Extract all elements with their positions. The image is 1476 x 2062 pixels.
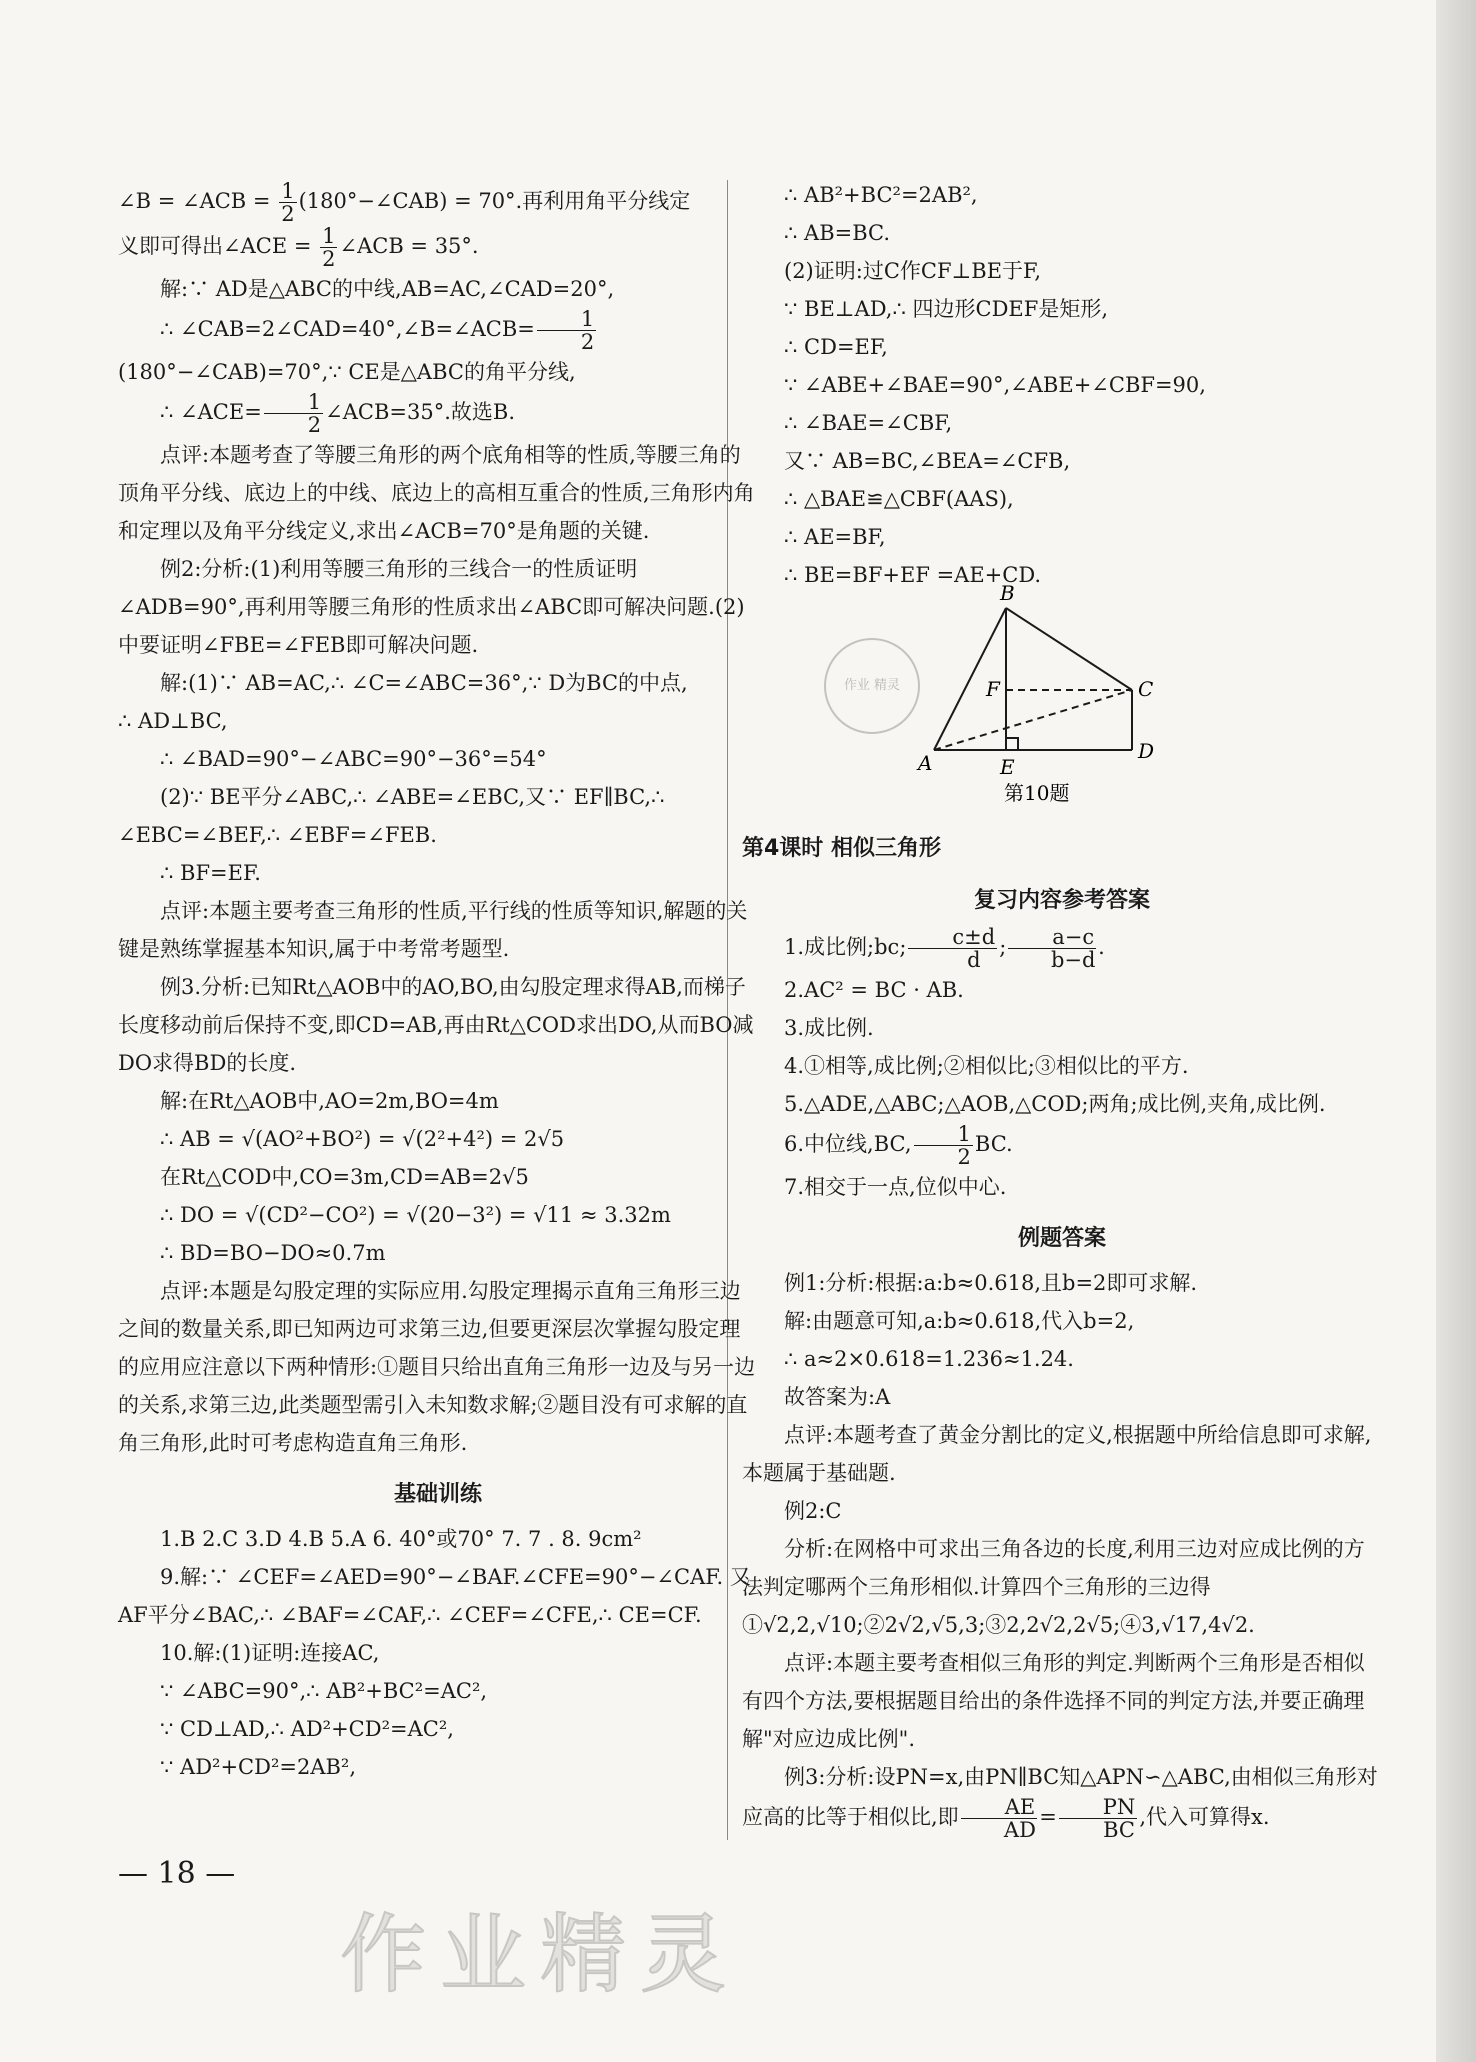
text-line: ∴ AB²+BC²=2AB²,: [784, 183, 978, 207]
fraction: $\frac{PN}{BC}$: [1059, 1796, 1138, 1841]
text-line: ∵ ∠ABE+∠BAE=90°,∠ABE+∠CBF=90,: [784, 373, 1206, 397]
comment-paragraph: 点评:本题考查了等腰三角形的两个底角相等的性质,等腰三角的顶角平分线、底边上的中线、底边上的高相互重合的性质,三角形内角和定理以及角平分线定义,求出∠ACB=70°是角题的关键.: [118, 443, 755, 543]
text-line: (2)∵ BE平分∠ABC,∴ ∠ABE=∠EBC,又∵ EF∥BC,∴ ∠EBC=∠BEF,∴ ∠EBF=∠FEB.: [118, 785, 665, 847]
text-line: ∴ BE=BF+EF =AE+CD.: [784, 563, 1042, 587]
label-b: B: [1000, 581, 1015, 605]
watermark-stamp: 作业 精灵: [824, 638, 920, 734]
fraction: $\frac{c\pm d}{d}$: [908, 926, 997, 971]
text-line: 在Rt△COD中,CO=3m,CD=AB=2√5: [160, 1165, 529, 1189]
fraction: $\frac{1}{2}$: [322, 224, 336, 271]
text-line: 解:(1)∵ AB=AC,∴ ∠C=∠ABC=36°,∵ D为BC的中点,: [160, 671, 688, 695]
comment-paragraph: 点评:本题是勾股定理的实际应用.勾股定理揭示直角三角形三边之间的数量关系,即已知两边可求第三边,但要更深层次掌握勾股定理的应用应注意以下两种情形:①题目只给出直角三角形一边及与另一边的关系,求第三边,此类题型需引入未知数求解;②题目没有可求解的直角三角形,此时可考虑构造直角三角形.: [118, 1279, 756, 1455]
right-angle-mark: [1006, 738, 1018, 750]
comment-paragraph: 点评:本题主要考查相似三角形的判定.判断两个三角形是否相似有四个方法,要根据题目给出的条件选择不同的判定方法,并要正确理解"对应边成比例".: [742, 1651, 1365, 1751]
segment-bc: [1006, 608, 1132, 690]
text-line: ∴ AE=BF,: [784, 525, 886, 549]
answer-paragraph: 9.解:∵ ∠CEF=∠AED=90°−∠BAF.∠CFE=90°−∠CAF. 又AF平分∠BAC,∴ ∠BAF=∠CAF,∴ ∠CEF=∠CFE,∴ CE=CF.: [118, 1565, 751, 1627]
comment-paragraph: 点评:本题主要考查三角形的性质,平行线的性质等知识,解题的关键是熟练掌握基本知识,属于中考常考题型.: [118, 899, 748, 961]
text-line: ∴ ∠ACE= $\frac{1}{2}$ ∠ACB=35°.故选B.: [160, 390, 516, 437]
text-line: ∵ BE⊥AD,∴ 四边形CDEF是矩形,: [784, 297, 1108, 321]
comment-paragraph: 点评:本题考查了黄金分割比的定义,根据题中所给信息即可求解,本题属于基础题.: [742, 1423, 1372, 1485]
example-title: 例题答案: [1017, 1226, 1106, 1251]
left-column: [118, 180, 758, 1786]
text-line: 例1:分析:根据:a:b≈0.618,且b=2即可求解.: [784, 1271, 1198, 1295]
text-line: ∵ AD²+CD²=2AB²,: [160, 1755, 357, 1779]
text-line: ∴ △BAE≌△CBF(AAS),: [784, 487, 1014, 511]
answer-line: 1.成比例;bc; $\frac{c\pm d}{d}$ ; $\frac{a-c}{b-d}$ .: [784, 925, 1105, 972]
text-line: 10.解:(1)证明:连接AC,: [160, 1641, 380, 1665]
example-paragraph: 例3.分析:已知Rt△AOB中的AO,BO,由勾股定理求得AB,而梯子长度移动前后保持不变,即CD=AB,再由Rt△COD求出DO,从而BO减DO求得BD的长度.: [118, 975, 754, 1075]
label-c: C: [1138, 677, 1154, 701]
text-line: (2)证明:过C作CF⊥BE于F,: [784, 259, 1042, 283]
label-d: D: [1138, 739, 1155, 763]
watermark-logo: 作业精灵: [340, 1905, 740, 2005]
text-line: 解:由题意可知,a:b≈0.618,代入b=2,: [784, 1309, 1135, 1333]
text-line: 解:在Rt△AOB中,AO=2m,BO=4m: [160, 1089, 499, 1113]
fraction: $\frac{1}{2}$: [264, 391, 323, 436]
section-title: 基础训练: [393, 1482, 482, 1507]
fraction: $\frac{1}{2}$: [281, 179, 295, 226]
text-line: ∴ BD=BO−DO≈0.7m: [160, 1241, 386, 1265]
answer-line: 5.△ADE,△ABC;△AOB,△COD;两角;成比例,夹角,成比例.: [784, 1092, 1326, 1116]
answer-line: 2.AC² = BC · AB.: [784, 978, 964, 1002]
segment-ac: [934, 690, 1132, 750]
fraction: $\frac{1}{2}$: [914, 1123, 973, 1168]
label-e: E: [1000, 755, 1015, 779]
page-number: — 18 —: [118, 1856, 236, 1891]
page-edge: [1436, 0, 1476, 2062]
text-line: ∴ BF=EF.: [160, 861, 261, 885]
text-line: ∠B = ∠ACB = $\frac{1}{2}$ (180°−∠CAB) = 70°.再利用角平分线定: [118, 179, 691, 226]
geometry-figure: [742, 581, 1382, 818]
text-line: ∴ DO = √(CD²−CO²) = √(20−3²) = √11 ≈ 3.32m: [160, 1203, 671, 1227]
answer-line: 7.相交于一点,位似中心.: [784, 1175, 1007, 1199]
analysis-paragraph: 分析:在网格中可求出三角各边的长度,利用三边对应成比例的方法判定哪两个三角形相似.计算四个三角形的三边得①√2,2,√10;②2√2,√5,3;③2,2√2,2√5;④3,√17,4√2.: [742, 1537, 1365, 1637]
text-line: 又∵ AB=BC,∠BEA=∠CFB,: [784, 449, 1071, 473]
text-line: 解:∵ AD是△ABC的中线,AB=AC,∠CAD=20°,: [160, 277, 615, 301]
answer-line: 4.①相等,成比例;②相似比;③相似比的平方.: [784, 1054, 1189, 1078]
text-line: ∴ ∠BAE=∠CBF,: [784, 411, 953, 435]
text-line: ∴ AB=BC.: [784, 221, 891, 245]
text-line: 义即可得出∠ACE = $\frac{1}{2}$ ∠ACB = 35°.: [118, 224, 479, 271]
answer-line: 1.B 2.C 3.D 4.B 5.A 6. 40°或70° 7. 7 . 8. 9cm²: [160, 1527, 642, 1551]
text-line: 故答案为:A: [784, 1385, 891, 1409]
text-line: ∴ AD⊥BC,: [118, 709, 228, 733]
lesson-title: 第4课时 相似三角形: [742, 836, 941, 861]
example-paragraph: 例2:分析:(1)利用等腰三角形的三线合一的性质证明∠ADB=90°,再利用等腰三角形的性质求出∠ABC即可解决问题.(2)中要证明∠FBE=∠FEB即可解决问题.: [118, 557, 745, 657]
text-line: ∴ ∠BAD=90°−∠ABC=90°−36°=54°: [160, 747, 547, 771]
right-column: [742, 176, 1382, 1841]
text-line: ∴ CD=EF,: [784, 335, 888, 359]
figure-caption: 第10题: [1004, 781, 1070, 805]
answer-line: 3.成比例.: [784, 1016, 874, 1040]
text-line: 例2:C: [784, 1499, 842, 1523]
text-line: (180°−∠CAB)=70°,∵ CE是△ABC的角平分线,: [118, 360, 576, 384]
text-line: ∴ AB = √(AO²+BO²) = √(2²+4²) = 2√5: [160, 1127, 565, 1151]
text-line: ∵ CD⊥AD,∴ AD²+CD²=AC²,: [160, 1717, 454, 1741]
label-f: F: [986, 677, 1000, 701]
text-line: ∴ a≈2×0.618=1.236≈1.24.: [784, 1347, 1074, 1371]
fraction: $\frac{AE}{AD}$: [961, 1796, 1038, 1841]
fraction: $\frac{a-c}{b-d}$: [1008, 926, 1096, 971]
answer-line: 6.中位线,BC, $\frac{1}{2}$ BC.: [784, 1122, 1013, 1169]
example-paragraph: 例3:分析:设PN=x,由PN∥BC知△APN∽△ABC,由相似三角形对应高的比等于相似比,即 $\frac{AE}{AD}$ = $\frac{PN}{BC}$ ,代入可算得x.: [742, 1765, 1378, 1842]
text-line: ∵ ∠ABC=90°,∴ AB²+BC²=AC²,: [160, 1679, 488, 1703]
text-line: ∴ ∠CAB=2∠CAD=40°,∠B=∠ACB= $\frac{1}{2}$: [160, 307, 595, 354]
label-a: A: [918, 751, 933, 775]
review-title: 复习内容参考答案: [973, 888, 1150, 913]
fraction: $\frac{1}{2}$: [537, 308, 596, 353]
